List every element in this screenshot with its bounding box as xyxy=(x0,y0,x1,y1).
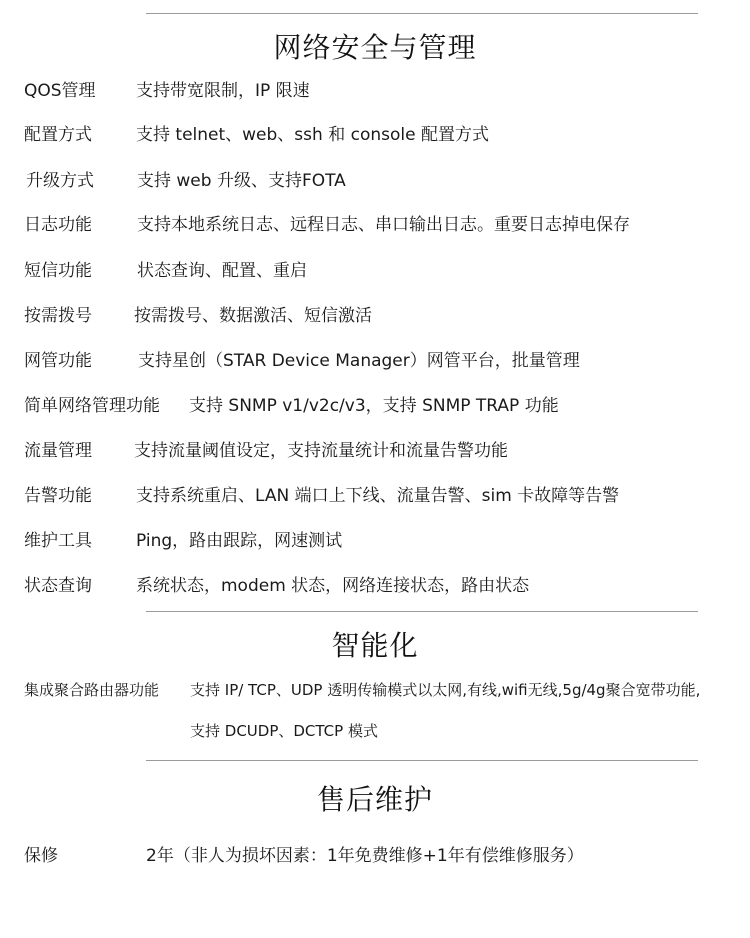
spec-row-nms xyxy=(0,346,750,376)
spec-row-alarm xyxy=(0,481,750,511)
spec-value: 支持本地系统日志、远程日志、串口输出日志。重要日志掉电保存 xyxy=(137,215,630,235)
spec-row-aggregation-cont xyxy=(0,716,750,746)
spec-value-continued: 支持 DCUDP、DCTCP 模式 xyxy=(190,722,378,740)
spec-row-status xyxy=(0,571,750,601)
spec-row-tools xyxy=(0,526,750,556)
spec-label: 短信功能 xyxy=(24,261,92,281)
spec-row-dial xyxy=(0,301,750,331)
top-divider xyxy=(146,13,698,14)
spec-value: 支持系统重启、LAN 端口上下线、流量告警、sim 卡故障等告警 xyxy=(136,486,620,506)
spec-label: 简单网络管理功能 xyxy=(24,396,160,416)
spec-row-qos xyxy=(0,76,750,106)
divider-smart xyxy=(146,611,698,612)
spec-row-log xyxy=(0,210,750,240)
section-title-security: 网络安全与管理 xyxy=(273,31,477,64)
spec-label: 升级方式 xyxy=(26,171,94,191)
spec-label: 维护工具 xyxy=(24,531,92,551)
spec-row-warranty xyxy=(0,841,750,871)
spec-value: 支持 IP/ TCP、UDP 透明传输模式以太网,有线,wifi无线,5g/4g聚合宽带功能, xyxy=(190,681,701,699)
spec-label: 日志功能 xyxy=(24,215,92,235)
spec-value: 系统状态，modem 状态，网络连接状态，路由状态 xyxy=(136,576,530,596)
spec-value: 支持星创（STAR Device Manager）网管平台，批量管理 xyxy=(138,351,580,371)
spec-value: 支持流量阈值设定，支持流量统计和流量告警功能 xyxy=(134,441,508,461)
spec-label: 告警功能 xyxy=(24,486,92,506)
spec-label: 状态查询 xyxy=(24,576,92,596)
spec-value: 支持带宽限制，IP 限速 xyxy=(136,81,310,101)
spec-label: 流量管理 xyxy=(24,441,92,461)
spec-row-traffic xyxy=(0,436,750,466)
spec-row-sms xyxy=(0,256,750,286)
spec-label: 按需拨号 xyxy=(24,306,92,326)
spec-label: 保修 xyxy=(24,846,58,866)
spec-label: 配置方式 xyxy=(24,125,92,145)
spec-value: 支持 web 升级、支持FOTA xyxy=(137,171,346,191)
spec-value: 支持 telnet、web、ssh 和 console 配置方式 xyxy=(136,125,489,145)
spec-value: 2年（非人为损坏因素：1年免费维修+1年有偿维修服务） xyxy=(146,846,584,866)
spec-row-config xyxy=(0,120,750,150)
divider-service xyxy=(146,760,698,761)
spec-value: 按需拨号、数据激活、短信激活 xyxy=(134,306,372,326)
spec-row-upgrade xyxy=(0,166,750,196)
section-title-smart: 智能化 xyxy=(331,629,419,662)
spec-value: Ping，路由跟踪，网速测试 xyxy=(136,531,343,551)
spec-label: 集成聚合路由器功能 xyxy=(24,681,160,699)
section-title-service: 售后维护 xyxy=(316,783,433,816)
spec-row-snmp xyxy=(0,391,750,421)
spec-value: 状态查询、配置、重启 xyxy=(137,261,307,281)
spec-row-aggregation xyxy=(0,675,750,705)
spec-label: QOS管理 xyxy=(24,81,96,101)
spec-label: 网管功能 xyxy=(24,351,92,371)
spec-value: 支持 SNMP v1/v2c/v3，支持 SNMP TRAP 功能 xyxy=(189,396,559,416)
